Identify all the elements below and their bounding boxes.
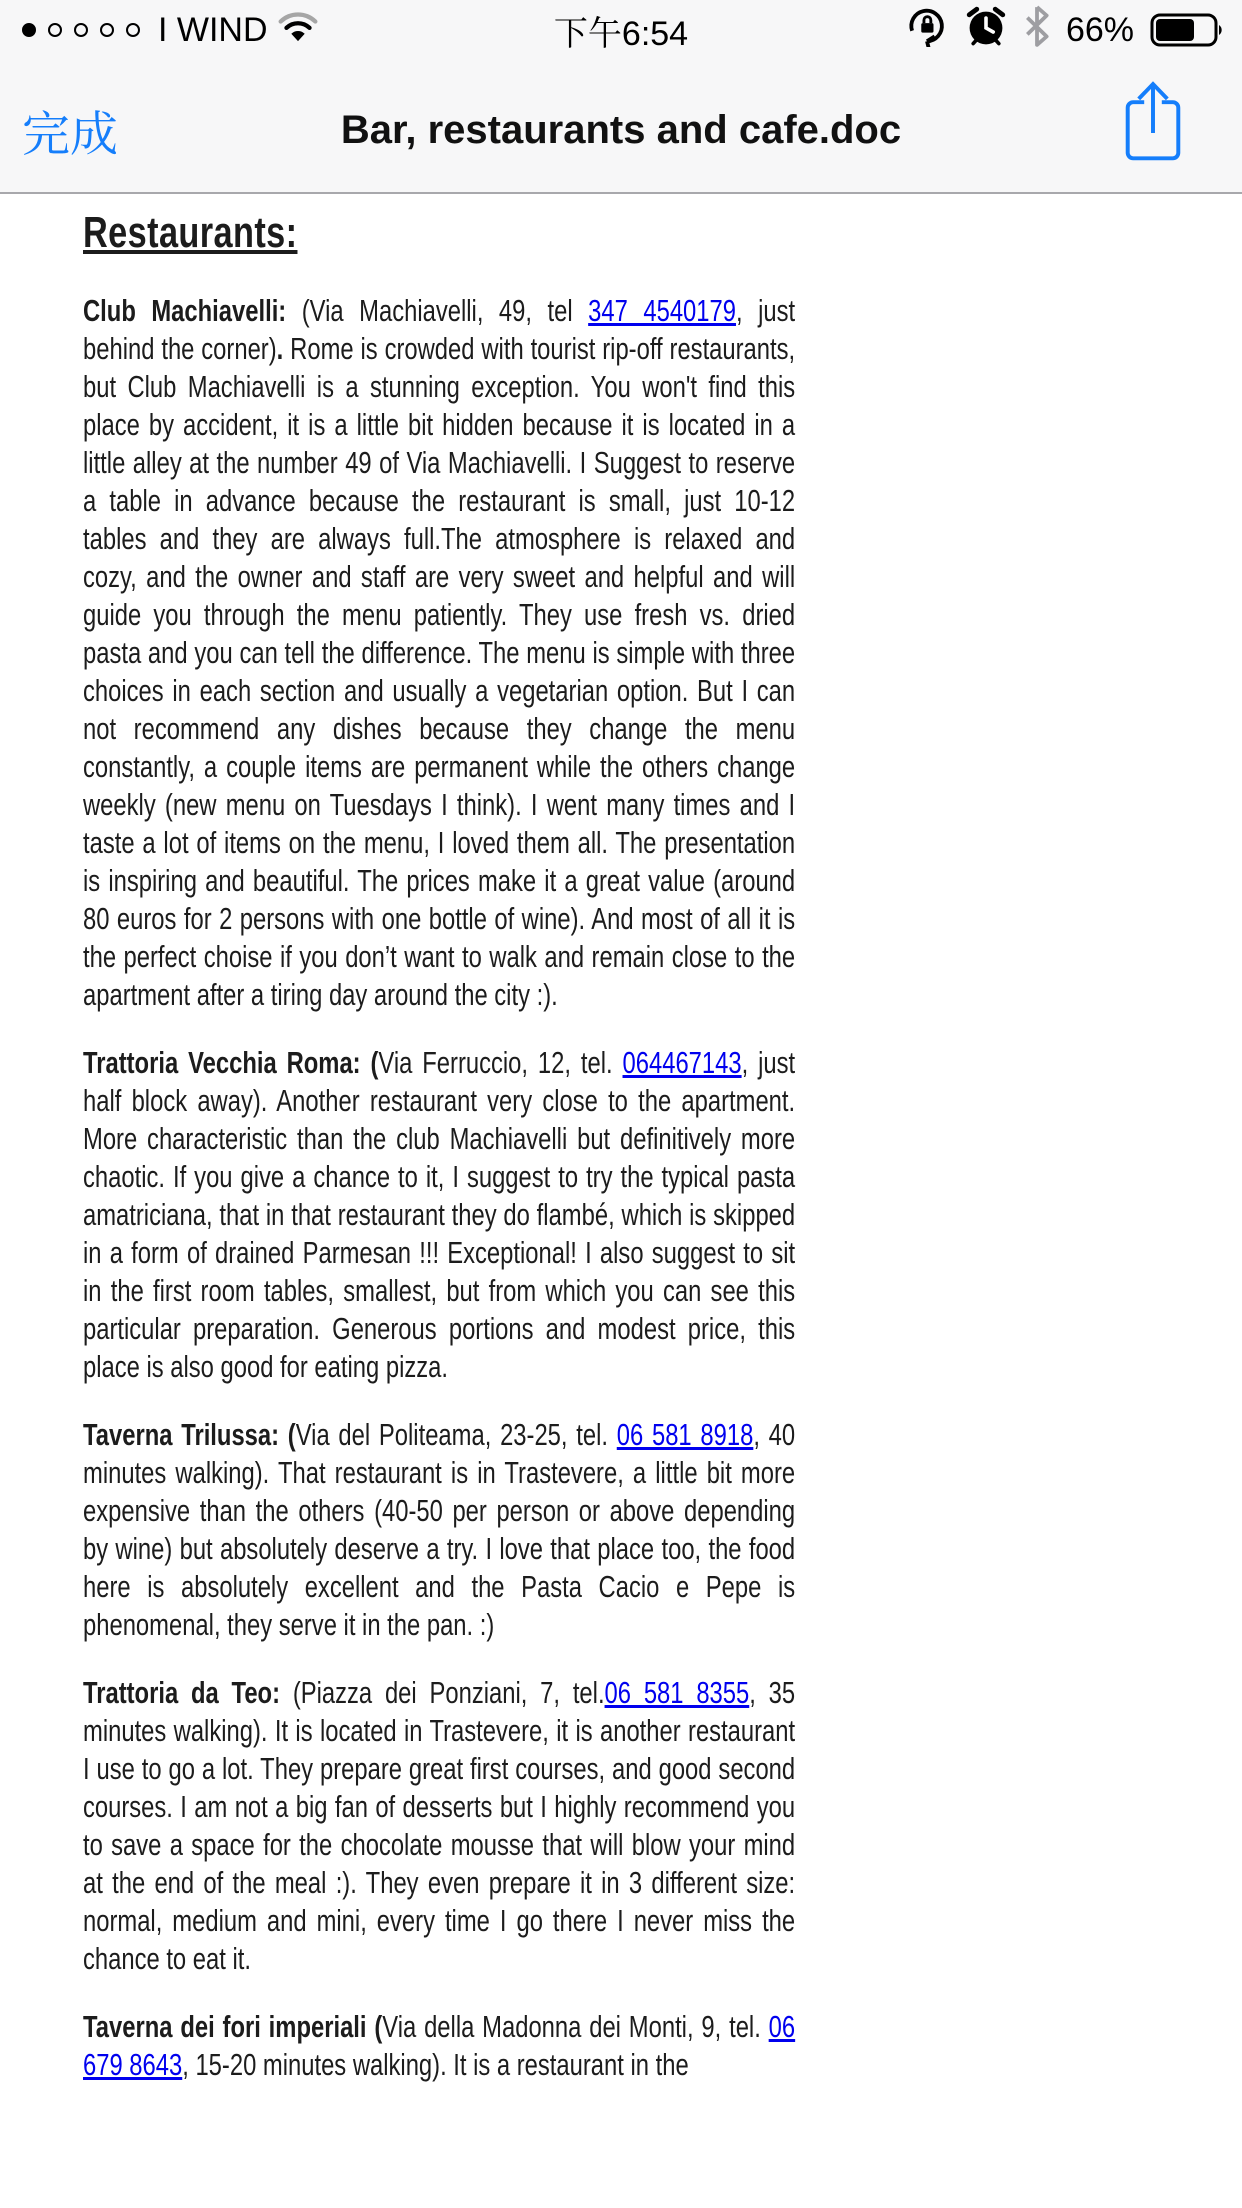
paragraph	[83, 1416, 795, 1644]
phone-link[interactable]: 06 581 8355	[604, 1676, 750, 1710]
carrier-label: I WIND	[158, 10, 268, 49]
wifi-icon	[278, 10, 318, 51]
signal-dot	[22, 23, 36, 37]
phone-link[interactable]: 06 581 8918	[616, 1418, 754, 1452]
paragraph-text: , 35 minutes walking). It is located in Trastevere, it is another restaurant I use to go a lot. They prepare great first courses, and good second courses. I am not a big fan of desserts but I highly recommend you to save a space for the chocolate mousse that will blow your mind at the end of the meal :). They even prepare it in 3 different size: normal, medium and mini, every time I go there I never miss the chance to eat it.	[83, 1676, 796, 1976]
document-title: Bar, restaurants and cafe.doc	[340, 108, 902, 152]
alarm-icon	[964, 4, 1008, 57]
orientation-lock-icon	[906, 5, 948, 56]
document-body	[83, 292, 795, 2084]
paragraph	[83, 1044, 795, 1386]
bluetooth-icon	[1024, 5, 1050, 56]
signal-dot	[74, 23, 88, 37]
signal-dot	[126, 23, 140, 37]
battery-icon	[1150, 12, 1226, 48]
share-icon	[1122, 78, 1184, 166]
status-bar	[0, 0, 1242, 60]
restaurant-name: Trattoria Vecchia Roma: (	[83, 1046, 379, 1080]
battery-percent-label: 66%	[1065, 10, 1134, 49]
restaurant-name: Taverna Trilussa: (	[83, 1418, 296, 1452]
paragraph-text: Rome is crowded with tourist rip-off restaurants, but Club Machiavelli is a stunning exception. You won't find this place by accident, it is a little bit hidden because it is located in a little alley at the number 49 of Via Machiavelli. I Suggest to reserve a table in advance because the restaurant is small, just 10-12 tables and they are always full.The atmosphere is relaxed and cozy, and the owner and staff are very sweet and helpful and will guide you through the menu patiently. They use fresh vs. dried pasta and you can tell the difference. The menu is simple with three choices in each section and usually a vegetarian option. But I can not recommend any dishes because they change the menu constantly, a couple items are permanent while the others change weekly (new menu on Tuesdays I think). I went many times and I taste a lot of items on the menu, I loved them all. The presentation is inspiring and beautiful. The prices make it a great value (around 80 euros for 2 persons with one bottle of wine). And most of all it is the perfect choise if you don’t want to walk and remain close to the apartment after a tiring day around the city :).	[83, 332, 796, 1012]
status-right	[906, 4, 1242, 57]
phone-link[interactable]: 06 679 8643	[83, 2010, 796, 2082]
done-button[interactable]: 完成	[22, 96, 118, 165]
paragraph-text: (Piazza dei Ponziani, 7, tel.	[280, 1676, 605, 1710]
paragraph	[83, 2008, 795, 2084]
signal-dot	[48, 23, 62, 37]
phone-link[interactable]: 064467143	[622, 1046, 742, 1080]
section-heading: Restaurants:	[83, 208, 298, 257]
paragraph-text: , just behind the corner)	[83, 294, 796, 366]
document-viewer[interactable]	[0, 194, 1242, 2208]
document-page	[83, 208, 795, 2084]
phone-link[interactable]: 347 4540179	[588, 294, 736, 328]
paragraph-text: , 15-20 minutes walking). It is a restaurant in the	[182, 2048, 689, 2082]
nav-bar	[0, 60, 1242, 194]
paragraph-text: Via del Politeama, 23-25, tel.	[295, 1418, 617, 1452]
paragraph-text: Via Ferruccio, 12, tel.	[378, 1046, 623, 1080]
restaurant-name: Taverna dei fori imperiali (	[83, 2010, 383, 2044]
restaurant-name: Club Machiavelli:	[83, 294, 287, 328]
paragraph-text: , 40 minutes walking). That restaurant is in Trastevere, a little bit more expensive than the others (40-50 per person or above depending by wine) but absolutely deserve a try. I love that place too, the food here is absolutely excellent and the Pasta Cacio e Pepe is phenomenal, they serve it in the pan. :)	[83, 1418, 796, 1642]
paragraph-text: , just half block away). Another restaurant very close to the apartment. More characteristic than the club Machiavelli but definitively more chaotic. If you give a chance to it, I suggest to try the typical pasta amatriciana, that in that restaurant they do flambé, which is skipped in a form of drained Parmesan !!! Exceptional! I also suggest to sit in the first room tables, smallest, but from which you can see this particular preparation. Generous portions and modest price, this place is also good for eating pizza.	[83, 1046, 796, 1384]
restaurant-name: Trattoria da Teo:	[83, 1676, 281, 1710]
status-left	[0, 10, 906, 51]
share-button[interactable]	[1122, 78, 1184, 169]
restaurant-name: .	[276, 332, 284, 366]
paragraph	[83, 1674, 795, 1978]
paragraph	[83, 292, 795, 1014]
signal-strength-icon	[22, 23, 140, 37]
paragraph-text: (Via Machiavelli, 49, tel	[286, 294, 589, 328]
paragraph-text: Via della Madonna dei Monti, 9, tel.	[382, 2010, 769, 2044]
signal-dot	[100, 23, 114, 37]
status-time: 下午6:54	[553, 14, 689, 53]
